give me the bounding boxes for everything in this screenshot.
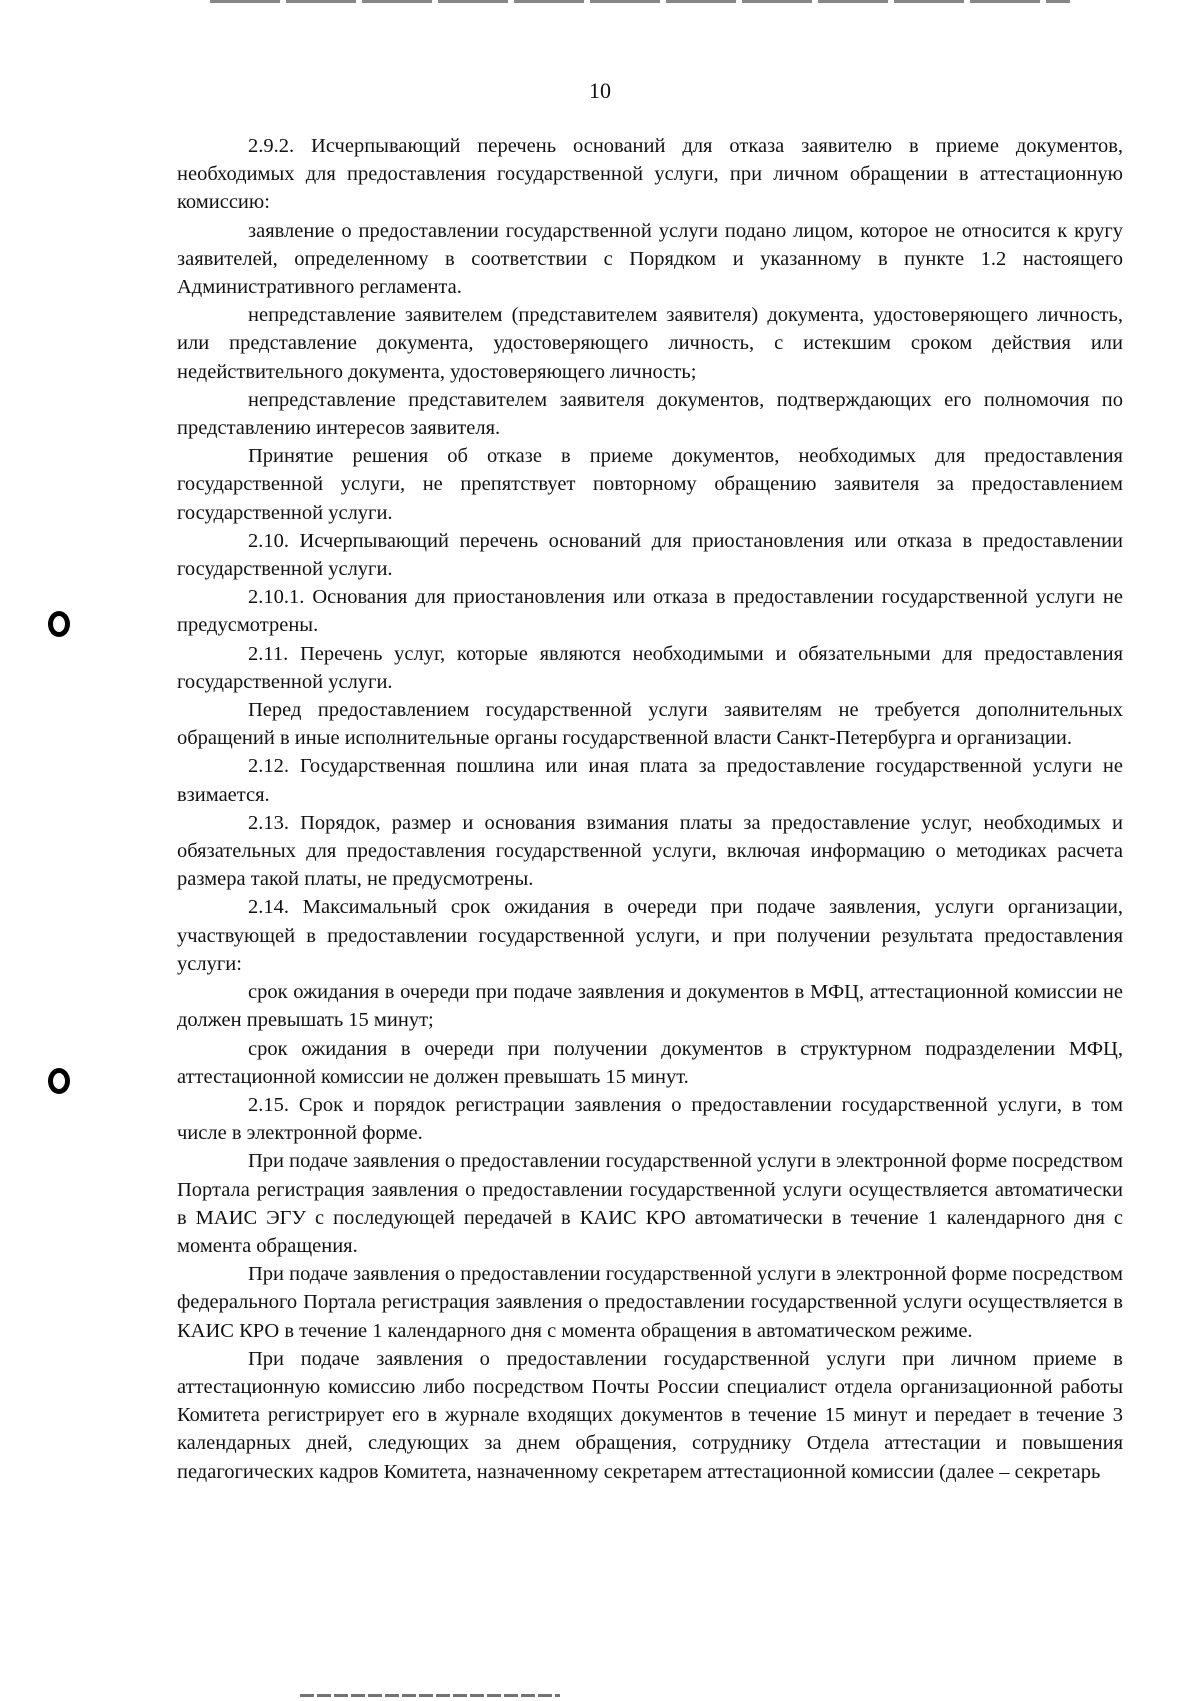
binder-hole-icon: [48, 611, 70, 637]
paragraph-wait-receive: срок ожидания в очереди при получении документов в структурном подразделении МФЦ, аттестационной комиссии не должен превышать 15 минут.: [177, 1037, 1123, 1088]
paragraph-refusal-reason-3: непредставление представителем заявителя документов, подтверждающих его полномочия по представлению интересов заявителя.: [177, 388, 1123, 440]
paragraph-refusal-reason-1: заявление о предоставлении государственной услуги подано лицом, которое не относится к кругу заявителей, определенному в соответствии с Порядком и указанному в пункте 1.2 настоящего Административного регламента.: [177, 219, 1123, 299]
paragraph-2-11-detail: Перед предоставлением государственной услуги заявителям не требуется дополнительных обращений в иные исполнительные органы государственной власти Санкт-Петербурга и организации.: [177, 699, 1123, 750]
paragraph-refusal-note: Принятие решения об отказе в приеме документов, необходимых для предоставления государственной услуги, не препятствует повторному обращению заявителя за предоставлением государственной услуги.: [177, 445, 1123, 524]
paragraph-personal-registration: При подаче заявления о предоставлении государственной услуги при личном приеме в аттестационную комиссию либо посредством Почты России специалист отдела организационной работы Комитета регистрирует его в журнале входящих документов в течение 15 минут и передает в течение 3 календарных дней, следующих за днем обращения, сотруднику Отдела аттестации и повышения педагогических кадров Комитета, назначенному секретарем аттестационной комиссии (далее – секретарь: [177, 1347, 1123, 1483]
paragraph-2-12: 2.12. Государственная пошлина или иная плата за предоставление государственной услуги не взимается.: [177, 755, 1123, 806]
paragraph-2-10: 2.10. Исчерпывающий перечень оснований для приостановления или отказа в предоставлении государственной услуги.: [177, 529, 1123, 581]
paragraph-2-15: 2.15. Срок и порядок регистрации заявления о предоставлении государственной услуги, в том числе в электронной форме.: [177, 1093, 1123, 1145]
paragraph-2-9-2: 2.9.2. Исчерпывающий перечень оснований для отказа заявителю в приеме документов, необходимых для предоставления государственной услуги, при личном обращении в аттестационную комиссию:: [177, 135, 1123, 214]
paragraph-refusal-reason-2: непредставление заявителем (представителем заявителя) документа, удостоверяющего личность, или представление документа, удостоверяющего личность, с истекшим сроком действия или недействительного документа, удостоверяющего личность;: [177, 304, 1123, 383]
scan-edge-top: [210, 0, 1070, 3]
paragraph-2-11: 2.11. Перечень услуг, которые являются необходимыми и обязательными для предоставления государственной услуги.: [177, 642, 1123, 693]
page-number: 10: [589, 78, 611, 103]
paragraph-2-10-1: 2.10.1. Основания для приостановления или отказа в предоставлении государственной услуги не предусмотрены.: [177, 586, 1123, 637]
paragraph-wait-submit: срок ожидания в очереди при подаче заявления и документов в МФЦ, аттестационной комиссии не должен превышать 15 минут;: [177, 981, 1123, 1032]
document-body: [177, 132, 1123, 1486]
scan-edge-bottom: [300, 1694, 560, 1697]
binder-hole-icon: [48, 1068, 70, 1094]
paragraph-portal-registration: При подаче заявления о предоставлении государственной услуги в электронной форме посредством Портала регистрация заявления о предоставлении государственной услуги осуществляется автоматически в МАИС ЭГУ с последующей передачей в КАИС КРО автоматически в течение 1 календарного дня с момента обращения.: [177, 1150, 1123, 1257]
paragraph-2-14: 2.14. Максимальный срок ожидания в очереди при подаче заявления, услуги организации, участвующей в предоставлении государственной услуги, и при получении результата предоставления услуги:: [177, 896, 1123, 975]
paragraph-federal-portal-registration: При подаче заявления о предоставлении государственной услуги в электронной форме посредством федерального Портала регистрация заявления о предоставлении государственной услуги осуществляется в КАИС КРО в течение 1 календарного дня с момента обращения в автоматическом режиме.: [177, 1263, 1123, 1342]
paragraph-2-13: 2.13. Порядок, размер и основания взимания платы за предоставление услуг, необходимых и обязательных для предоставления государственной услуги, включая информацию о методиках расчета размера такой платы, не предусмотрены.: [177, 811, 1123, 891]
